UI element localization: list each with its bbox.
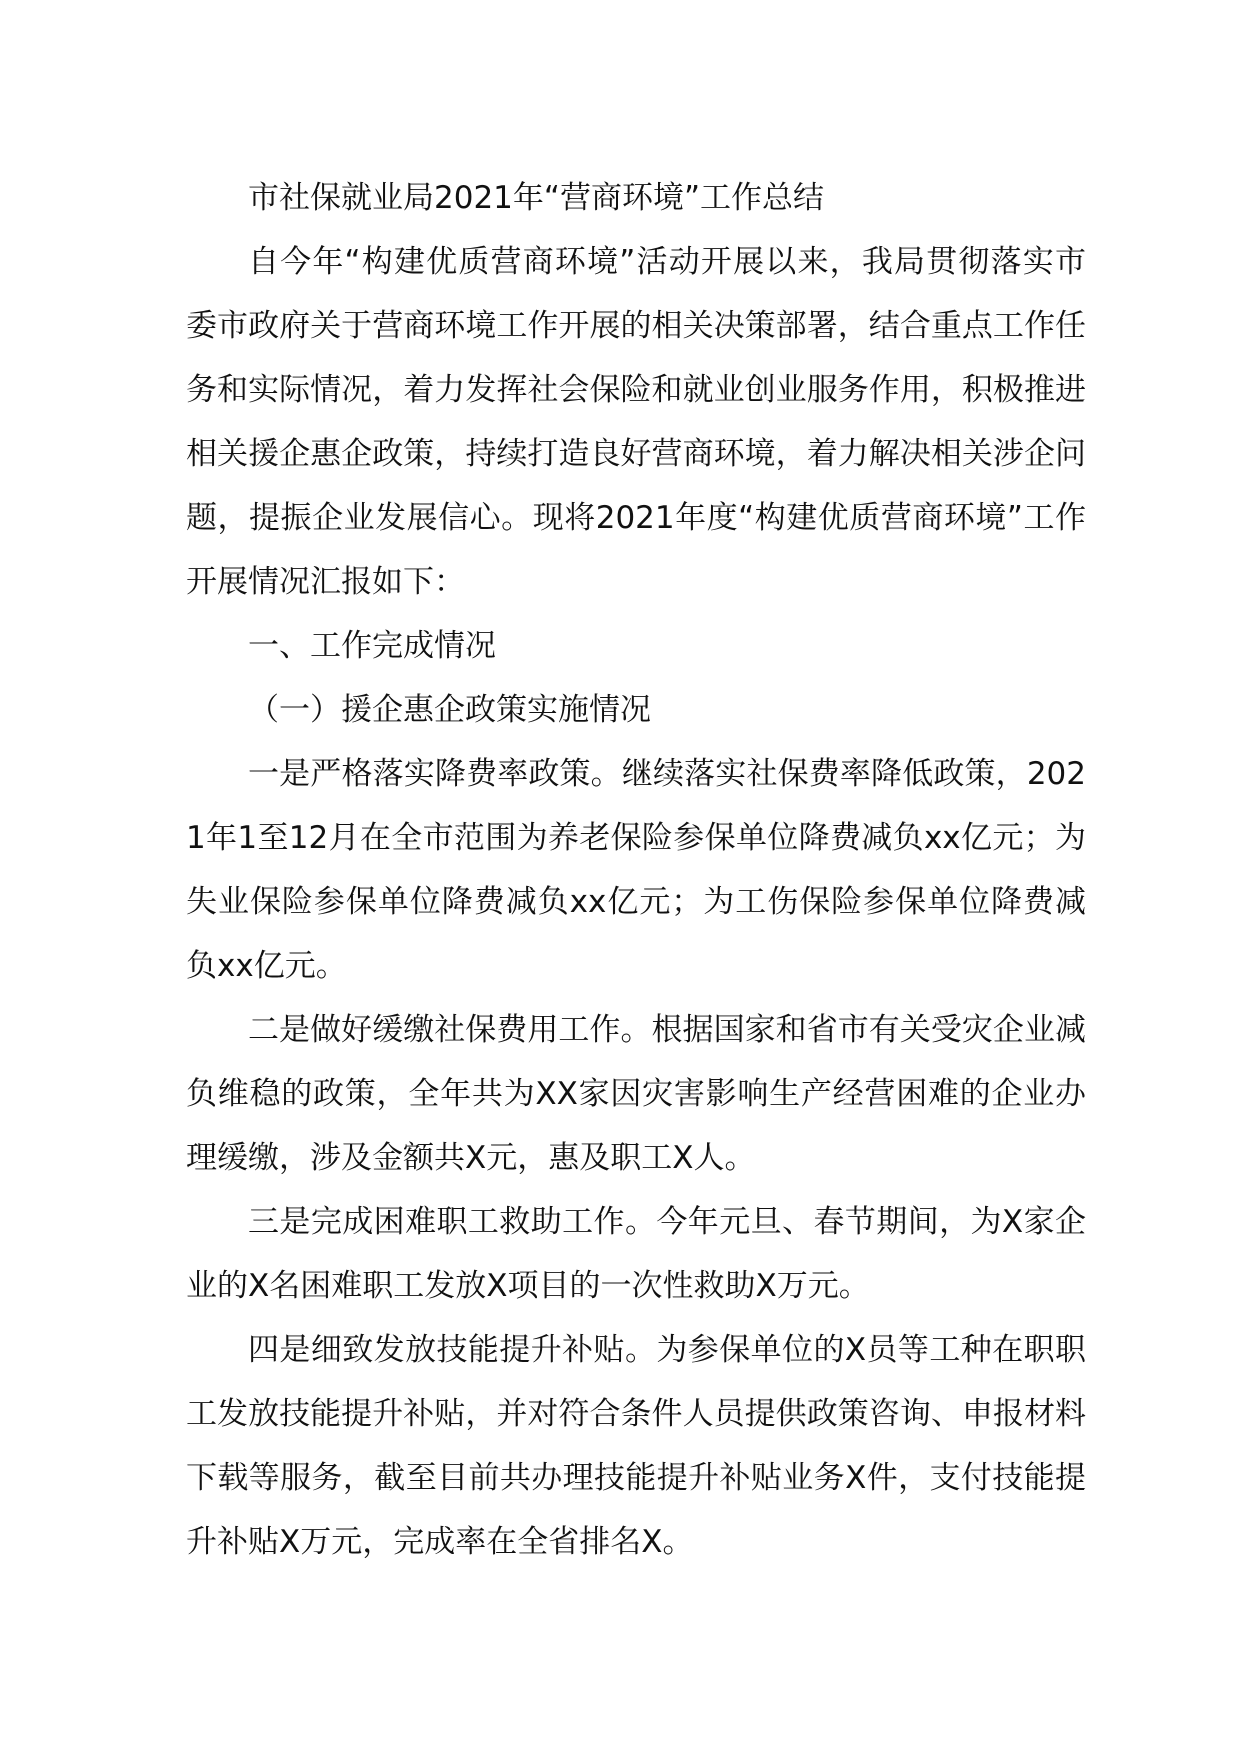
- document-body: [186, 166, 1086, 1574]
- section-heading-1: 一、工作完成情况: [248, 628, 496, 664]
- paragraph-item-3: 三是完成困难职工救助工作。今年元旦、春节期间，为X家企业的X名困难职工发放X项目的一次性救助X万元。: [186, 1204, 1086, 1304]
- paragraph-item-1: 一是严格落实降费率政策。继续落实社保费率降低政策，2021年1至12月在全市范围为养老保险参保单位降费减负xx亿元；为失业保险参保单位降费减负xx亿元；为工伤保险参保单位降费减负xx亿元。: [186, 756, 1086, 984]
- document-title: 市社保就业局2021年“营商环境”工作总结: [248, 180, 825, 216]
- paragraph-intro: 自今年“构建优质营商环境”活动开展以来，我局贯彻落实市委市政府关于营商环境工作开展的相关决策部署，结合重点工作任务和实际情况，着力发挥社会保险和就业创业服务作用，积极推进相关援企惠企政策，持续打造良好营商环境，着力解决相关涉企问题，提振企业发展信心。现将2021年度“构建优质营商环境”工作开展情况汇报如下：: [186, 244, 1086, 600]
- paragraph-item-2: 二是做好缓缴社保费用工作。根据国家和省市有关受灾企业减负维稳的政策，全年共为XX家因灾害影响生产经营困难的企业办理缓缴，涉及金额共X元，惠及职工X人。: [186, 1012, 1086, 1176]
- subsection-heading-1: （一）援企惠企政策实施情况: [248, 692, 651, 728]
- paragraph-item-4: 四是细致发放技能提升补贴。为参保单位的X员等工种在职职工发放技能提升补贴，并对符合条件人员提供政策咨询、申报材料下载等服务，截至目前共办理技能提升补贴业务X件，支付技能提升补贴X万元，完成率在全省排名X。: [186, 1332, 1086, 1560]
